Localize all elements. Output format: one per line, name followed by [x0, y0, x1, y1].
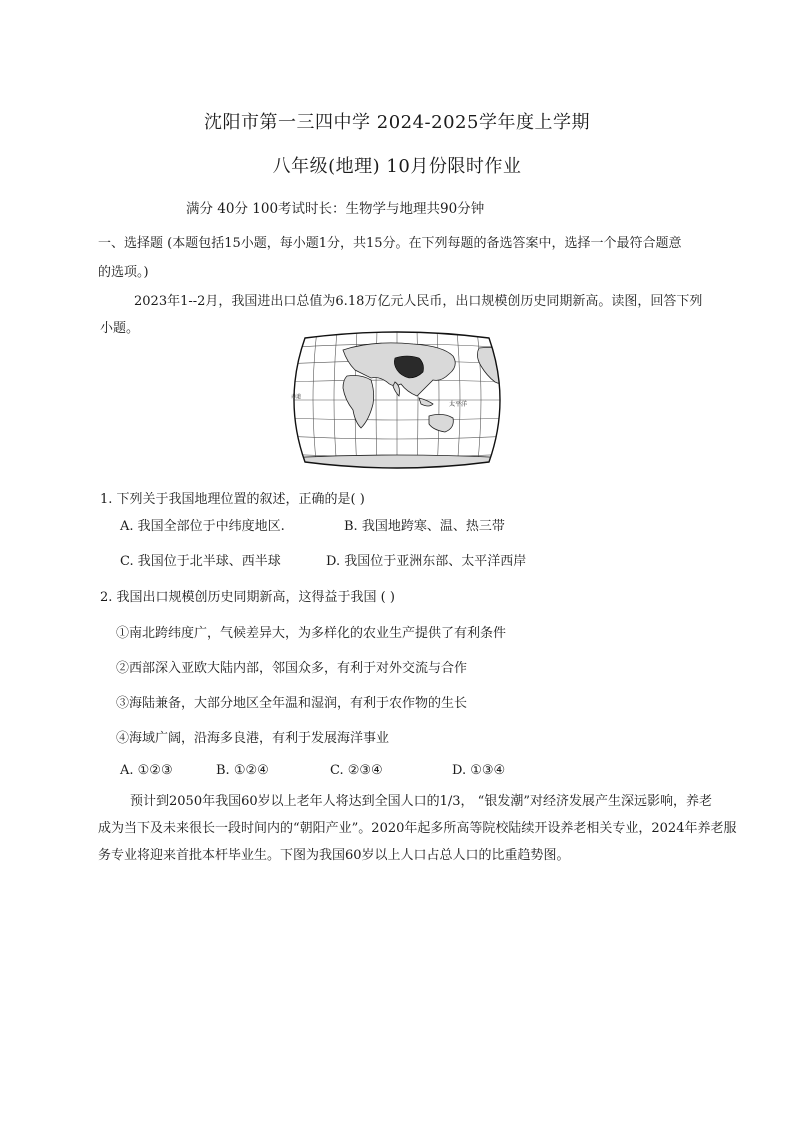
section-heading: 一、选择题 (本题包括15小题，每小题1分，共15分。在下列每题的备选答案中，选择一个最符合题意	[98, 236, 682, 251]
world-map-figure	[283, 330, 511, 470]
question-2-statement-4: ④海域广阔，沿海多良港，有利于发展海洋事业	[116, 731, 390, 746]
question-1-stem: 1. 下列关于我国地理位置的叙述，正确的是( )	[100, 492, 365, 507]
question-2-option-c[interactable]: C. ②③④	[330, 763, 383, 778]
map-label-ocean: 太平洋	[449, 401, 468, 408]
question-1-option-d[interactable]: D. 我国位于亚洲东部、太平洋西岸	[326, 554, 527, 569]
passage-2-line-2: 成为当下及未来很长一段时间内的“朝阳产业”。2020年起多所高等院校陆续开设养老相关专业，2024年养老服	[98, 821, 737, 836]
question-1-option-b[interactable]: B. 我国地跨寒、温、热三带	[344, 519, 505, 534]
intro-paragraph-cont: 小题。	[100, 321, 140, 336]
question-1-option-c[interactable]: C. 我国位于北半球、西半球	[120, 554, 281, 569]
question-2-statement-1: ①南北跨纬度广，气候差异大，为多样化的农业生产提供了有利条件	[116, 626, 507, 641]
section-heading-cont: 的选项。)	[98, 265, 149, 280]
question-2-statement-3: ③海陆兼备，大部分地区全年温和湿润，有利于农作物的生长	[116, 696, 468, 711]
exam-meta: 满分 40分 100考试时长：生物学与地理共90分钟	[186, 201, 485, 217]
question-2-option-d[interactable]: D. ①③④	[452, 763, 506, 778]
map-label-equator: 赤道	[291, 394, 302, 400]
exam-title-line2: 八年级(地理) 10月份限时作业	[272, 156, 522, 177]
question-1-option-a[interactable]: A. 我国全部位于中纬度地区.	[120, 519, 285, 534]
question-2-option-b[interactable]: B. ①②④	[216, 763, 269, 778]
exam-title-line1: 沈阳市第一三四中学 2024-2025学年度上学期	[204, 112, 590, 133]
intro-paragraph: 2023年1--2月，我国进出口总值为6.18万亿元人民币，出口规模创历史同期新高。读图，回答下列	[134, 294, 703, 309]
world-map-svg	[283, 330, 511, 470]
question-2-option-a[interactable]: A. ①②③	[120, 763, 173, 778]
passage-2-line-1: 预计到2050年我国60岁以上老年人将达到全国人口的1/3， “银发潮”对经济发展产生深远影响，养老	[130, 794, 712, 809]
question-2-statement-2: ②西部深入亚欧大陆内部，邻国众多，有利于对外交流与合作	[116, 661, 468, 676]
passage-2-line-3: 务专业将迎来首批本杆毕业生。下图为我国60岁以上人口占总人口的比重趋势图。	[98, 848, 570, 863]
question-2-stem: 2. 我国出口规模创历史同期新高，这得益于我国 ( )	[100, 590, 395, 605]
